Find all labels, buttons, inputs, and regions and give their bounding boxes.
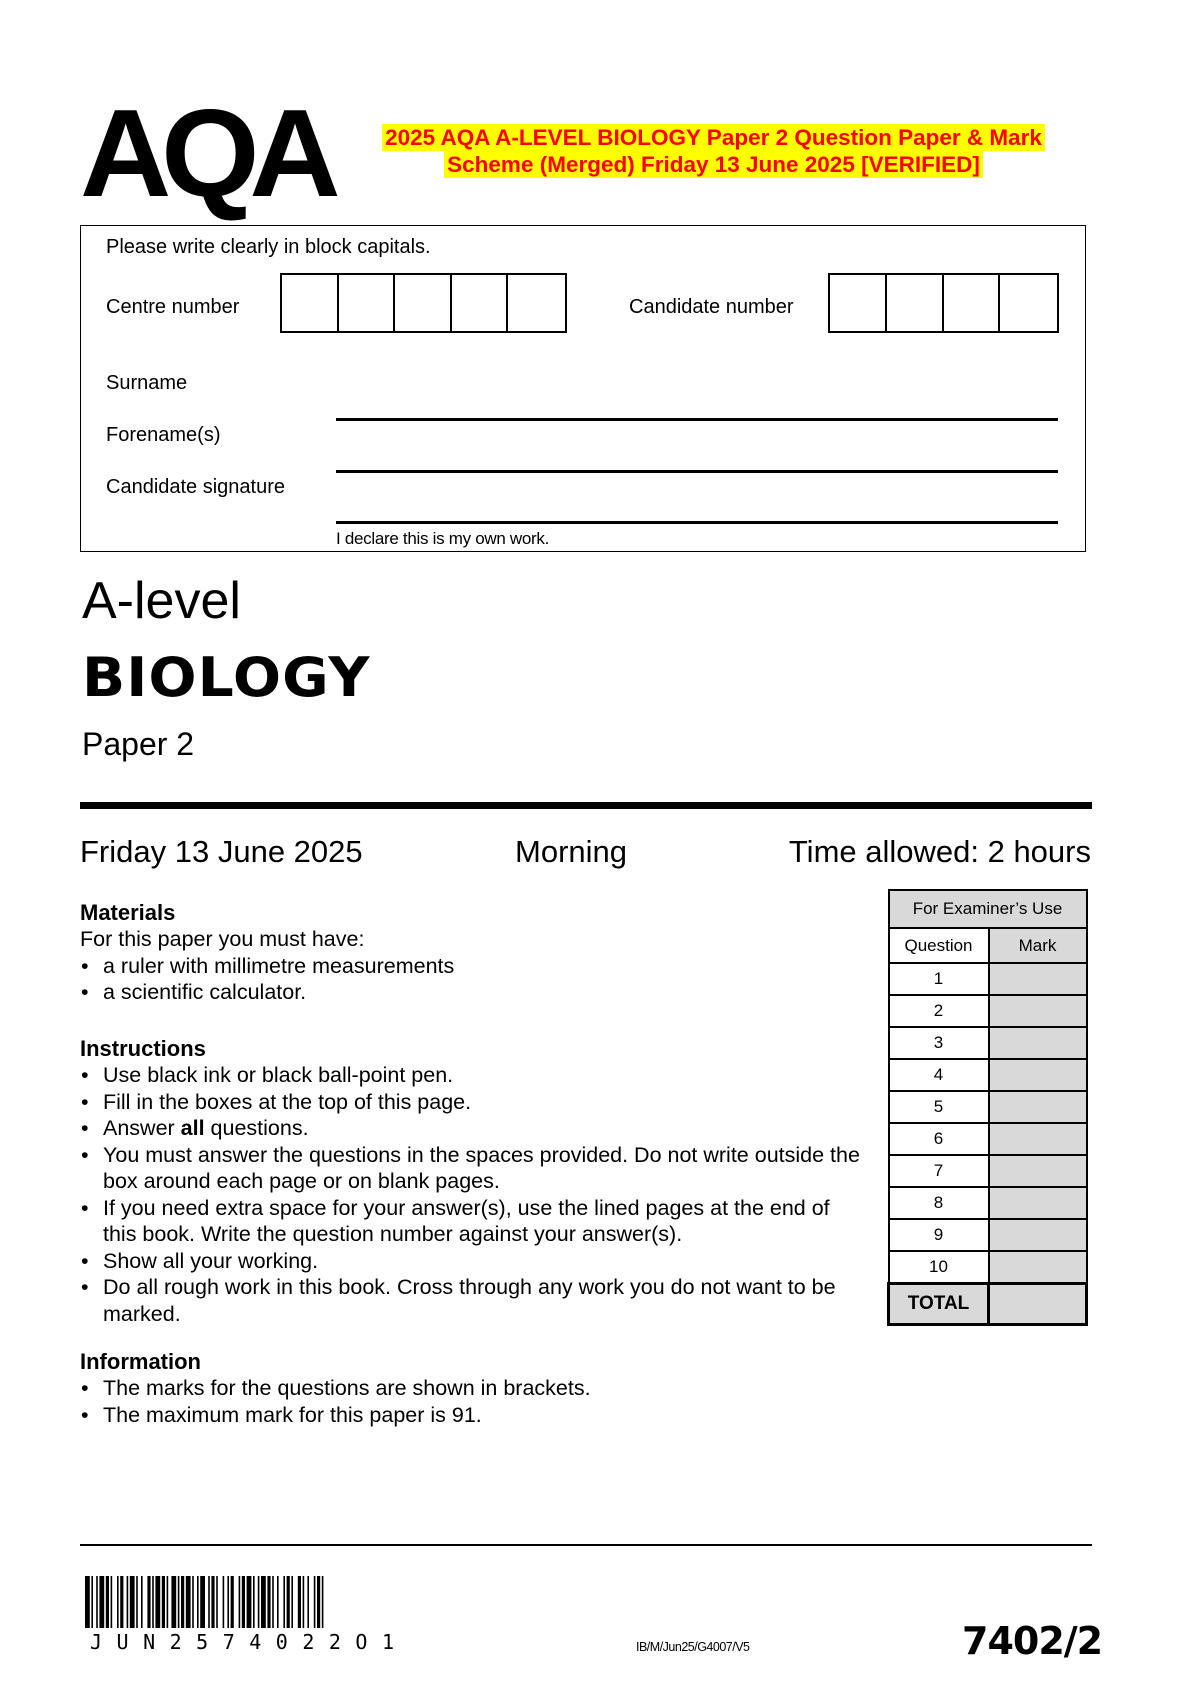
barcode-bar — [181, 1576, 184, 1628]
centre-number-digit[interactable] — [452, 275, 509, 331]
total-row — [889, 1284, 1087, 1325]
instruction-text: Show all your working. — [103, 1248, 319, 1273]
candidate-number-digit[interactable] — [944, 275, 1001, 331]
block-capitals-instruction: Please write clearly in block capitals. — [106, 236, 431, 258]
mark-column-header: Mark — [989, 928, 1087, 963]
forenames-field[interactable] — [336, 470, 1058, 473]
barcode-bar — [152, 1576, 154, 1628]
centre-number-digit[interactable] — [395, 275, 452, 331]
barcode-bar — [247, 1576, 252, 1628]
barcode-bar — [314, 1576, 316, 1628]
list-item: • a scientific calculator. — [80, 979, 860, 1006]
aqa-logo: AQA — [80, 85, 331, 223]
barcode-bar — [239, 1576, 241, 1628]
barcode-bar — [322, 1576, 324, 1628]
candidate-details-box — [80, 225, 1086, 552]
materials-section — [80, 900, 860, 1006]
information-section — [80, 1349, 860, 1428]
barcode-bar — [287, 1576, 290, 1628]
signature-field[interactable] — [336, 521, 1058, 524]
exam-session: Morning — [515, 834, 627, 869]
list-item — [80, 1062, 860, 1089]
barcode-bar — [258, 1576, 260, 1628]
reference-code: IB/M/Jun25/G4007/V5 — [636, 1640, 750, 1654]
barcode-bar — [242, 1576, 245, 1628]
barcode-bar — [147, 1576, 150, 1628]
barcode-bar — [303, 1576, 305, 1628]
mark-cell[interactable] — [989, 1251, 1087, 1284]
materials-intro: For this paper you must have: — [80, 927, 365, 951]
mark-cell[interactable] — [989, 963, 1087, 995]
footer-divider — [80, 1544, 1092, 1546]
barcode-bar — [253, 1576, 255, 1628]
question-column-header: Question — [889, 928, 989, 963]
examiner-use-table — [887, 889, 1088, 1326]
barcode-bar — [167, 1576, 169, 1628]
barcode-bar — [141, 1576, 143, 1628]
barcode-bar — [85, 1576, 90, 1628]
list-item — [80, 1195, 860, 1248]
centre-number-digit[interactable] — [508, 275, 565, 331]
list-item — [80, 1142, 860, 1195]
barcode-bar — [117, 1576, 119, 1628]
instruction-text: Fill in the boxes at the top of this page. — [103, 1089, 472, 1114]
materials-heading: Materials — [80, 900, 176, 925]
list-item: • a ruler with millimetre measurements — [80, 953, 860, 980]
barcode-bar — [283, 1576, 285, 1628]
centre-number-digit[interactable] — [282, 275, 339, 331]
barcode-bar — [208, 1576, 210, 1628]
barcode-bar — [91, 1576, 93, 1628]
paper-code: 7402/2 — [962, 1619, 1103, 1663]
paper-number: Paper 2 — [82, 726, 195, 762]
information-list — [80, 1375, 860, 1428]
mark-cell[interactable] — [989, 1187, 1087, 1219]
candidate-number-digit[interactable] — [887, 275, 944, 331]
qualification-level: A-level — [82, 572, 241, 630]
information-heading: Information — [80, 1349, 201, 1374]
barcode-bar — [307, 1576, 309, 1628]
question-number-cell: 9 — [889, 1219, 989, 1251]
barcode-bar — [178, 1576, 180, 1628]
barcode-bar — [272, 1576, 274, 1628]
mark-cell[interactable] — [989, 1091, 1087, 1123]
subject-title: BIOLOGY — [82, 646, 371, 709]
instruction-text: If you need extra space for your answer(s), use the lined pages at the end of this book. Write the question number against your answer(s). — [103, 1195, 830, 1246]
declaration-text: I declare this is my own work. — [336, 529, 550, 548]
table-row — [889, 1219, 1087, 1251]
total-label: TOTAL — [889, 1284, 989, 1325]
instruction-emphasis: all — [180, 1116, 205, 1140]
signature-label: Candidate signature — [106, 476, 286, 498]
question-number-cell: 4 — [889, 1059, 989, 1091]
banner-line-2: Scheme (Merged) Friday 13 June 2025 [VERIFIED] — [444, 151, 983, 178]
table-row — [889, 1059, 1087, 1091]
materials-list — [80, 953, 860, 1006]
barcode-bar — [197, 1576, 199, 1628]
list-item — [80, 1274, 860, 1327]
barcode-bar — [291, 1576, 293, 1628]
instruction-text: Do all rough work in this book. Cross through any work you do not want to be marked. — [103, 1275, 836, 1326]
candidate-number-label: Candidate number — [629, 296, 794, 318]
banner-line-1: 2025 AQA A-LEVEL BIOLOGY Paper 2 Question Paper & Mark — [382, 124, 1045, 151]
question-number-cell: 1 — [889, 963, 989, 995]
candidate-number-digit[interactable] — [1000, 275, 1057, 331]
question-number-cell: 3 — [889, 1027, 989, 1059]
centre-number-field — [280, 273, 567, 333]
mark-cell[interactable] — [989, 995, 1087, 1027]
instructions-list — [80, 1062, 860, 1327]
barcode-bar — [211, 1576, 214, 1628]
barcode-bar — [120, 1576, 123, 1628]
instructions-section — [80, 1036, 860, 1327]
table-row — [889, 995, 1087, 1027]
forenames-label: Forename(s) — [106, 424, 221, 446]
candidate-number-digit[interactable] — [830, 275, 887, 331]
list-item — [80, 1115, 860, 1142]
barcode-icon — [85, 1576, 463, 1628]
barcode-bar — [200, 1576, 205, 1628]
barcode-bar — [317, 1576, 320, 1628]
question-number-cell: 6 — [889, 1123, 989, 1155]
barcode-bar — [192, 1576, 194, 1628]
barcode-bar — [155, 1576, 160, 1628]
section-divider — [80, 802, 1092, 809]
barcode-bar — [171, 1576, 176, 1628]
mark-cell[interactable] — [989, 1059, 1087, 1091]
instruction-text: You must answer the questions in the spaces provided. Do not write outside the box around each page or on blank pages. — [103, 1142, 860, 1193]
table-row — [889, 1123, 1087, 1155]
mark-cell[interactable] — [989, 1123, 1087, 1155]
table-row — [889, 1187, 1087, 1219]
barcode-bar — [267, 1576, 270, 1628]
barcode-bar — [130, 1576, 135, 1628]
instructions-heading: Instructions — [80, 1036, 206, 1061]
barcode-bar — [227, 1576, 229, 1628]
table-row — [889, 1091, 1087, 1123]
centre-number-digit[interactable] — [339, 275, 396, 331]
barcode-bar — [223, 1576, 225, 1628]
list-item — [80, 1248, 860, 1275]
barcode-bar — [261, 1576, 266, 1628]
examiner-table-title: For Examiner’s Use — [889, 890, 1087, 928]
total-mark-cell[interactable] — [989, 1284, 1087, 1325]
barcode-text: JUN2574022O1 — [90, 1630, 409, 1654]
exam-date: Friday 13 June 2025 — [80, 834, 363, 869]
surname-field[interactable] — [336, 418, 1058, 421]
list-item: • The maximum mark for this paper is 91. — [80, 1402, 860, 1429]
question-number-cell: 2 — [889, 995, 989, 1027]
table-row — [889, 1027, 1087, 1059]
barcode-bar — [136, 1576, 138, 1628]
table-row — [889, 1251, 1087, 1284]
barcode-bar — [216, 1576, 218, 1628]
barcode-bar — [231, 1576, 234, 1628]
time-allowed: Time allowed: 2 hours — [788, 834, 1091, 869]
barcode-bar — [96, 1576, 98, 1628]
table-row — [889, 1155, 1087, 1187]
barcode-bar — [99, 1576, 104, 1628]
question-number-cell: 10 — [889, 1251, 989, 1284]
mark-cell[interactable] — [989, 1155, 1087, 1187]
candidate-number-field — [828, 273, 1059, 333]
table-row — [889, 963, 1087, 995]
mark-cell[interactable] — [989, 1219, 1087, 1251]
question-number-cell: 8 — [889, 1187, 989, 1219]
instruction-text: Use black ink or black ball-point pen. — [103, 1063, 454, 1087]
barcode-bar — [298, 1576, 301, 1628]
centre-number-label: Centre number — [106, 296, 240, 318]
question-number-cell: 7 — [889, 1155, 989, 1187]
barcode-bar — [277, 1576, 279, 1628]
list-item: • The marks for the questions are shown in brackets. — [80, 1375, 860, 1402]
instruction-text: Answer — [103, 1116, 181, 1140]
question-number-cell: 5 — [889, 1091, 989, 1123]
banner-title — [350, 124, 1077, 178]
barcode-bar — [106, 1576, 109, 1628]
instruction-text: questions. — [204, 1116, 309, 1140]
barcode-bar — [111, 1576, 113, 1628]
barcode-bar — [186, 1576, 191, 1628]
barcode-bar — [162, 1576, 165, 1628]
surname-label: Surname — [106, 372, 188, 394]
list-item — [80, 1089, 860, 1116]
barcode-bar — [127, 1576, 129, 1628]
mark-cell[interactable] — [989, 1027, 1087, 1059]
